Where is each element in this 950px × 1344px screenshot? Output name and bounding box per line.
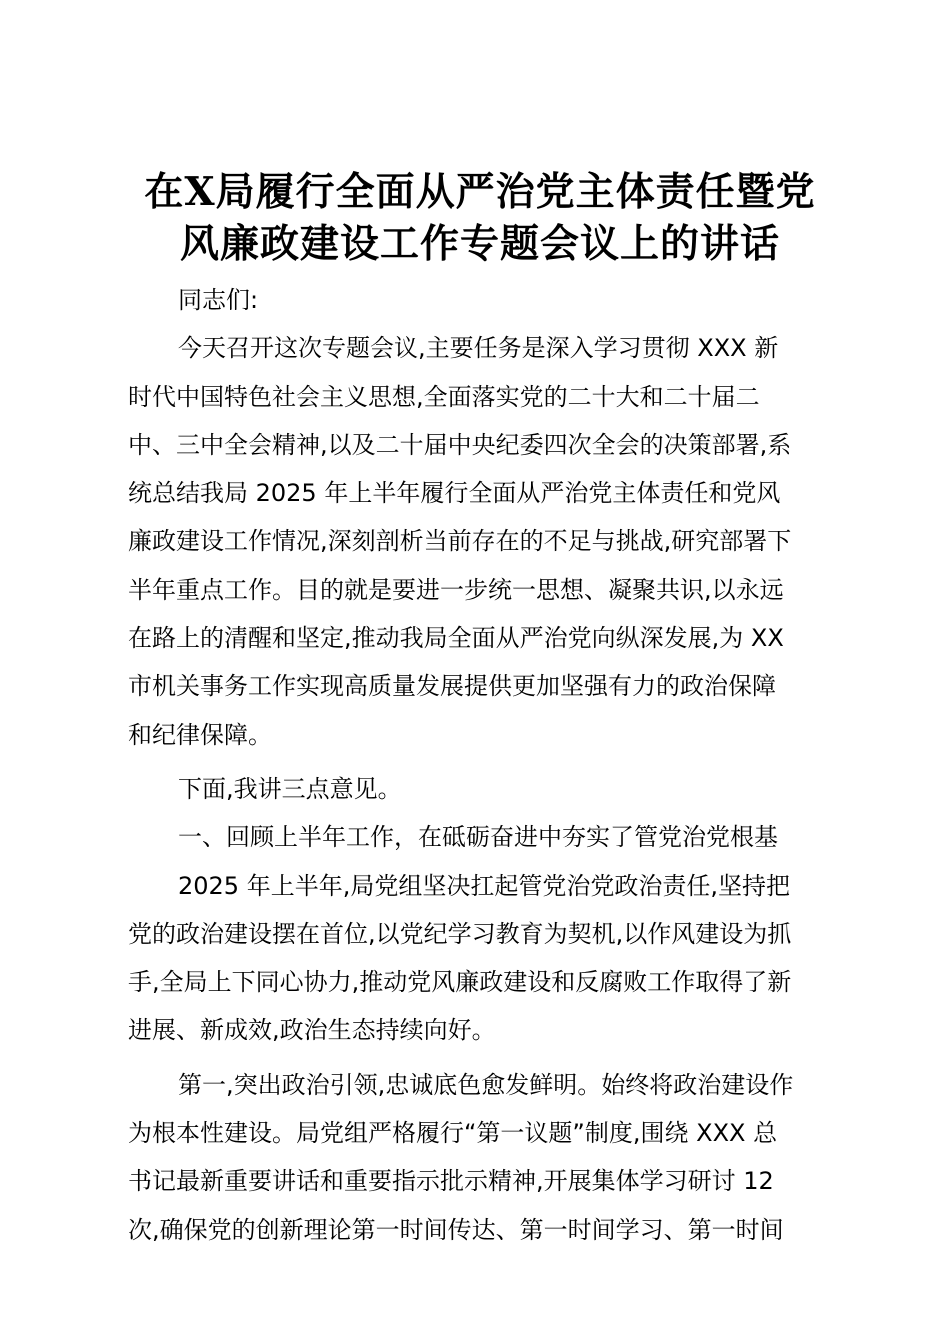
paragraph-line: 今天召开这次专题会议,主要任务是深入学习贯彻 XXX 新: [178, 334, 779, 363]
paragraph-line: 中、三中全会精神,以及二十届中央纪委四次全会的决策部署,系: [128, 430, 792, 459]
paragraph-line: 廉政建设工作情况,深刻剖析当前存在的不足与挑战,研究部署下: [128, 527, 792, 556]
paragraph-line: 进展、新成效,政治生态持续向好。: [128, 1016, 496, 1045]
paragraph-line: 时代中国特色社会主义思想,全面落实党的二十大和二十届二: [128, 382, 760, 411]
paragraph-line: 第一,突出政治引领,忠诚底色愈发鲜明。始终将政治建设作: [178, 1070, 794, 1099]
paragraph-line: 手,全局上下同心协力,推动党风廉政建设和反腐败工作取得了新: [128, 968, 792, 997]
paragraph-line: 半年重点工作。目的就是要进一步统一思想、凝聚共识,以永远: [128, 575, 784, 604]
paragraph-line: 次,确保党的创新理论第一时间传达、第一时间学习、第一时间: [128, 1215, 784, 1244]
paragraph-review: [128, 862, 828, 1055]
paragraph-line: 党的政治建设摆在首位,以党纪学习教育为契机,以作风建设为抓: [128, 919, 792, 948]
paragraph-line: 市机关事务工作实现高质量发展提供更加坚强有力的政治保障: [128, 672, 776, 701]
title-line-2: 风廉政建设工作专题会议上的讲话: [179, 221, 780, 267]
paragraph-political-leadership: [128, 1061, 828, 1254]
paragraph-line: 统总结我局 2025 年上半年履行全面从严治党主体责任和党风: [128, 479, 781, 508]
paragraph-outline-intro: 下面,我讲三点意见。: [178, 774, 402, 803]
title-line-1: 在X局履行全面从严治党主体责任暨党: [144, 169, 816, 215]
section-heading-1: 一、回顾上半年工作，在砥砺奋进中夯实了管党治党根基: [178, 823, 778, 852]
paragraph-line: 和纪律保障。: [128, 720, 272, 749]
document-title: [120, 166, 840, 270]
paragraph-line: 在路上的清醒和坚定,推动我局全面从严治党向纵深发展,为 XX: [128, 624, 784, 653]
paragraph-line: 书记最新重要讲话和重要指示批示精神,开展集体学习研讨 12: [128, 1167, 774, 1196]
paragraph-line: 2025 年上半年,局党组坚决扛起管党治党政治责任,坚持把: [178, 871, 790, 900]
paragraph-line: 为根本性建设。局党组严格履行“第一议题”制度,围绕 XXX 总: [128, 1119, 778, 1148]
document-body: [128, 276, 828, 1254]
salutation: 同志们:: [178, 286, 259, 314]
paragraph-introduction: [128, 324, 828, 759]
